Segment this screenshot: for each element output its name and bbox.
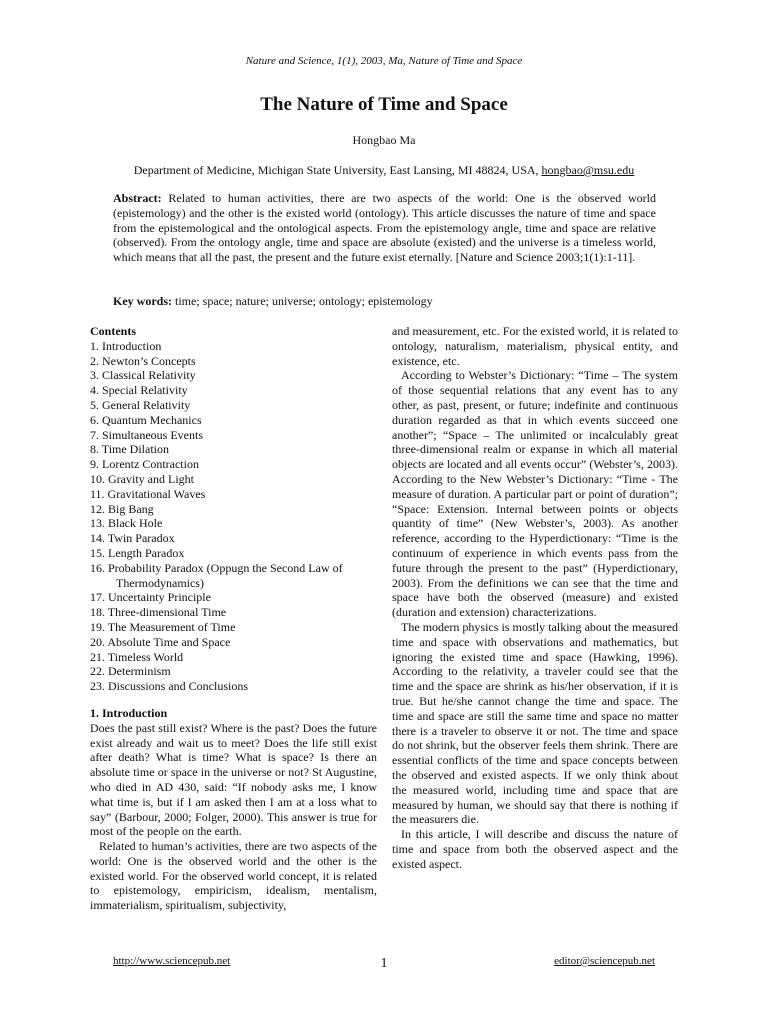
right-column	[392, 324, 678, 871]
article-title: The Nature of Time and Space	[260, 94, 508, 115]
toc-item: 11. Gravitational Waves	[90, 486, 206, 501]
toc-item: 5. General Relativity	[90, 397, 191, 412]
toc-item: 12. Big Bang	[90, 501, 154, 516]
footer-email-link[interactable]: editor@sciencepub.net	[554, 955, 655, 967]
toc-item: 19. The Measurement of Time	[90, 619, 236, 634]
intro-paragraph-2-continued: and measurement, etc. For the existed world, it is related to ontology, naturalism, materialism, physical entity, and existence, etc.	[392, 324, 678, 368]
intro-paragraph-1: Does the past still exist? Where is the past? Does the future exist already and wait us to meet? Does the life still exist after death? What is time? What is space? Is there an absolute time or space in the universe or not? St Augustine, who died in AD 430, said: “If nobody asks me, I know what time is, but if I am asked then I am at a loss what to say” (Barbour, 2000; Folger, 2000). This answer is true for most of the people on the earth.	[90, 720, 377, 839]
toc-item: 20. Absolute Time and Space	[90, 634, 231, 649]
footer-website-link[interactable]: http://www.sciencepub.net	[113, 955, 231, 967]
intro-paragraph-2: Related to human’s activities, there are two aspects of the world: One is the observed world and the other is the existed world. For the observed world concept, it is related to epistemology, empiricism, idealism, mentalism, immaterialism, spiritualism, subjectivity,	[90, 839, 377, 913]
abstract-label: Abstract:	[113, 191, 162, 205]
toc-item: 7. Simultaneous Events	[90, 427, 203, 442]
running-head: Nature and Science, 1(1), 2003, Ma, Nature of Time and Space	[245, 55, 523, 67]
toc-item: 8. Time Dilation	[90, 442, 170, 457]
toc-item: 9. Lorentz Contraction	[90, 457, 199, 472]
toc-item: 3. Classical Relativity	[90, 368, 196, 383]
intro-paragraph-4: The modern physics is mostly talking about the measured time and space with observations and mathematics, but ignoring the existed time and space (Hawking, 1996). According to the relativity, a traveler could see that the time and the space are shrink as his/her observation, if it is true. But he/she cannot change the time and space. The time and space are still the same time and space no matter there is a traveler to observe it or not. The time and space do not shrink, but the observer feels them shrink. There are essential conflicts of the time and space concepts between the observed and existed aspects. If we only think about the measured world, including time and space that are measured by human, we should say that there is nothing if the measurers die.	[392, 619, 678, 827]
toc-item: 10. Gravity and Light	[90, 471, 194, 486]
toc-item: 22. Determinism	[90, 664, 171, 679]
toc-item: 1. Introduction	[90, 338, 162, 353]
contents-list	[90, 339, 377, 694]
contents-heading: Contents	[90, 324, 137, 338]
abstract	[113, 191, 656, 265]
toc-item: 17. Uncertainty Principle	[90, 590, 211, 605]
keywords-text: time; space; nature; universe; ontology; epistemology	[175, 294, 433, 308]
toc-item: 13. Black Hole	[90, 516, 163, 531]
keywords-label: Key words:	[113, 294, 172, 308]
toc-item: 14. Twin Paradox	[90, 531, 175, 546]
introduction-heading: 1. Introduction	[90, 705, 168, 720]
abstract-text: Related to human activities, there are two aspects of the world: One is the observed world (epistemology) and the other is the existed world (ontology). This article discusses the nature of time and space from the epistemological and the ontological aspects. From the epistemology angle, time and space are relative (observed). From the ontology angle, time and space are absolute (existed) and the universe is a timeless world, which means that all the past, the present and the future exist eternally. [Nature and Science 2003;1(1):1-11].	[113, 191, 657, 265]
toc-item: 16. Probability Paradox (Oppugn the Second Law of	[90, 560, 343, 575]
toc-item: 18. Three-dimensional Time	[90, 605, 227, 620]
toc-item: 21. Timeless World	[90, 649, 184, 664]
intro-paragraph-5: In this article, I will describe and discuss the nature of time and space from both the observed aspect and the existed aspect.	[392, 827, 678, 871]
affiliation-text: Department of Medicine, Michigan State University, East Lansing, MI 48824, USA,	[133, 163, 539, 177]
keywords	[113, 294, 656, 309]
page-number: 1	[380, 956, 388, 971]
toc-item-continuation: Thermodynamics)	[116, 575, 204, 590]
author-name: Hongbao Ma	[352, 133, 416, 147]
toc-item: 23. Discussions and Conclusions	[90, 679, 249, 694]
left-column	[90, 324, 377, 913]
affiliation	[0, 163, 768, 178]
toc-item: 2. Newton’s Concepts	[90, 353, 196, 368]
toc-item: 15. Length Paradox	[90, 545, 185, 560]
toc-item: 6. Quantum Mechanics	[90, 412, 202, 427]
intro-paragraph-3: According to Webster’s Dictionary: “Time – The system of those sequential relations that any event has to any other, as past, present, or future; indefinite and continuous duration regarded as that in which events succeed one another”; “Space – The unlimited or incalculably great three-dimensional realm or expanse in which all material objects are located and all events occur” (Webster’s, 2003). According to the New Webster’s Dictionary: “Time - The measure of duration. A particular part or point of duration”; “Space: Extension. Internal between points or objects quantity of time” (New Webster’s, 2003). As another reference, according to the Hyperdictionary: “Time is the continuum of experience in which events pass from the future through the present to the past” (Hyperdictionary, 2003). From the definitions we can see that the time and space have both the observed (measure) and existed (duration and extension) characterizations.	[392, 368, 678, 620]
affiliation-email-link[interactable]: hongbao@msu.edu	[541, 163, 635, 177]
toc-item: 4. Special Relativity	[90, 383, 188, 398]
